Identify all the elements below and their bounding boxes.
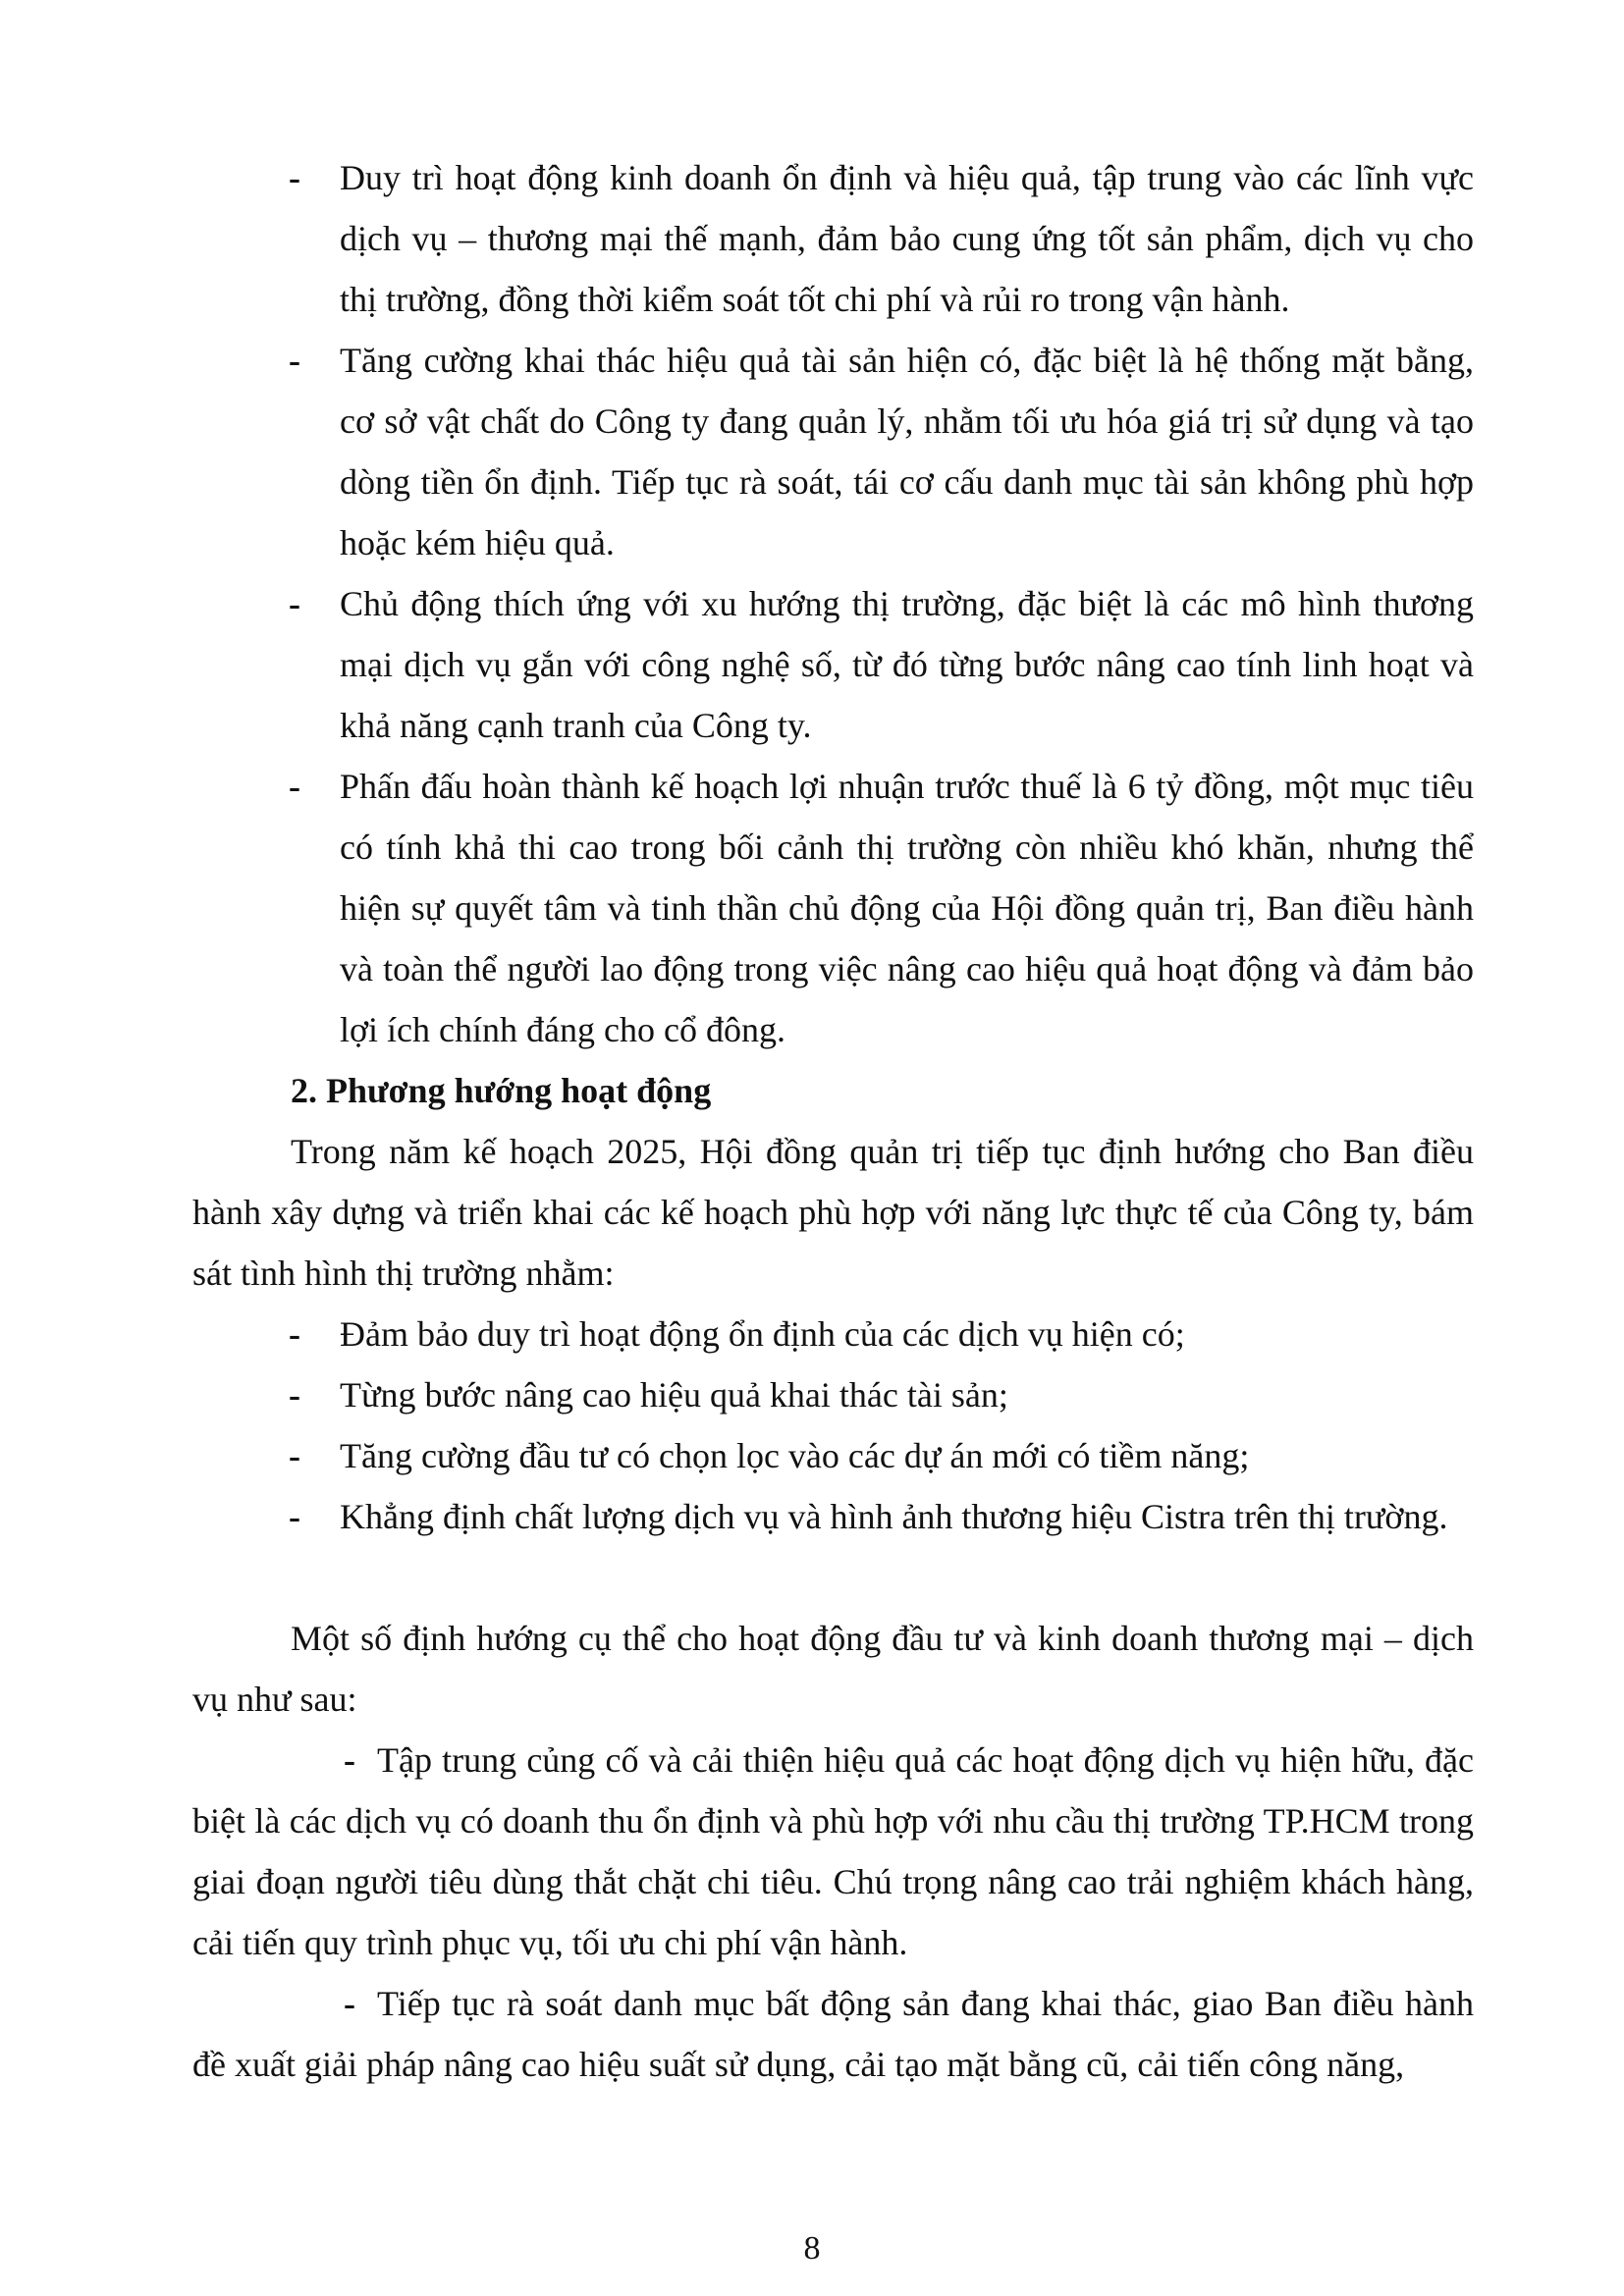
bullet-dash: - [289, 1436, 300, 1475]
bullet-dash: - [289, 1375, 300, 1415]
bullet-text: Tiếp tục rà soát danh mục bất động sản đang khai thác, giao Ban điều hành đề xuất giải pháp nâng cao hiệu suất sử dụng, cải tạo mặt bằng cũ, cải tiến công năng, [192, 1984, 1474, 2084]
goal-bullet-2 [289, 330, 1474, 573]
bullet-text: Duy trì hoạt động kinh doanh ổn định và hiệu quả, tập trung vào các lĩnh vực dịch vụ – thương mại thế mạnh, đảm bảo cung ứng tốt sản phẩm, dịch vụ cho thị trường, đồng thời kiểm soát tốt chi phí và rủi ro trong vận hành. [340, 158, 1474, 319]
section-heading: 2. Phương hướng hoạt động [291, 1071, 712, 1110]
bullet-text: Tăng cường đầu tư có chọn lọc vào các dự án mới có tiềm năng; [340, 1436, 1250, 1475]
bullet-dash: - [289, 584, 300, 623]
bullet-text: Chủ động thích ứng với xu hướng thị trường, đặc biệt là các mô hình thương mại dịch vụ gắn với công nghệ số, từ đó từng bước nâng cao tính linh hoạt và khả năng cạnh tranh của Công ty. [340, 584, 1474, 745]
detail-bullet-2 [192, 1973, 1474, 2095]
bullet-dash: - [289, 767, 300, 806]
bullet-dash: - [289, 1314, 300, 1354]
direction-bullet-4 [289, 1486, 1474, 1547]
bullet-text: Khẳng định chất lượng dịch vụ và hình ảnh thương hiệu Cistra trên thị trường. [340, 1497, 1448, 1536]
bullet-text: Phấn đấu hoàn thành kế hoạch lợi nhuận trước thuế là 6 tỷ đồng, một mục tiêu có tính khả thi cao trong bối cảnh thị trường còn nhiều khó khăn, nhưng thể hiện sự quyết tâm và tinh thần chủ động của Hội đồng quản trị, Ban điều hành và toàn thể người lao động trong việc nâng cao hiệu quả hoạt động và đảm bảo lợi ích chính đáng cho cổ đông. [340, 767, 1474, 1049]
detail-bullet-1 [192, 1730, 1474, 1973]
bullet-dash: - [289, 341, 300, 380]
bullet-text: Từng bước nâng cao hiệu quả khai thác tài sản; [340, 1375, 1008, 1415]
page-number: 8 [803, 2230, 821, 2267]
bullet-text: Đảm bảo duy trì hoạt động ổn định của các dịch vụ hiện có; [340, 1314, 1185, 1354]
intro-paragraph: Trong năm kế hoạch 2025, Hội đồng quản trị tiếp tục định hướng cho Ban điều hành xây dựng và triển khai các kế hoạch phù hợp với năng lực thực tế của Công ty, bám sát tình hình thị trường nhằm: [192, 1132, 1474, 1293]
direction-bullet-1 [289, 1304, 1474, 1364]
goal-bullet-3 [289, 573, 1474, 756]
bullet-dash: - [344, 1740, 355, 1780]
goal-bullet-1 [289, 147, 1474, 330]
bullet-dash: - [289, 158, 300, 197]
goal-bullet-4 [289, 756, 1474, 1060]
orientation-paragraph: Một số định hướng cụ thể cho hoạt động đầu tư và kinh doanh thương mại – dịch vụ như sau: [192, 1619, 1474, 1719]
bullet-dash: - [344, 1984, 355, 2023]
direction-bullet-3 [289, 1425, 1474, 1486]
bullet-dash: - [289, 1497, 300, 1536]
direction-bullet-2 [289, 1364, 1474, 1425]
bullet-text: Tập trung củng cố và cải thiện hiệu quả các hoạt động dịch vụ hiện hữu, đặc biệt là các dịch vụ có doanh thu ổn định và phù hợp với nhu cầu thị trường TP.HCM trong giai đoạn người tiêu dùng thắt chặt chi tiêu. Chú trọng nâng cao trải nghiệm khách hàng, cải tiến quy trình phục vụ, tối ưu chi phí vận hành. [192, 1740, 1474, 1962]
bullet-text: Tăng cường khai thác hiệu quả tài sản hiện có, đặc biệt là hệ thống mặt bằng, cơ sở vật chất do Công ty đang quản lý, nhằm tối ưu hóa giá trị sử dụng và tạo dòng tiền ổn định. Tiếp tục rà soát, tái cơ cấu danh mục tài sản không phù hợp hoặc kém hiệu quả. [340, 341, 1474, 562]
